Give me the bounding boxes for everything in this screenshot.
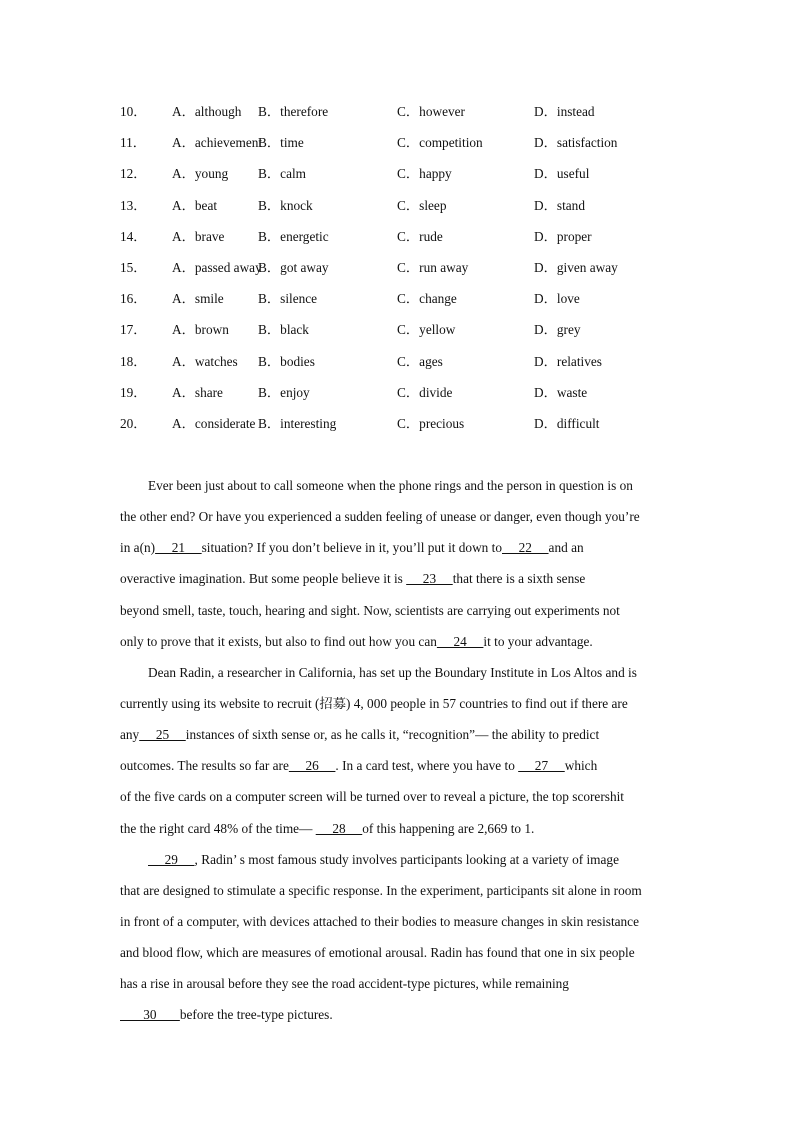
passage-line (120, 506, 680, 537)
option-c[interactable]: C．sleep (397, 197, 447, 213)
option-row (120, 132, 680, 163)
passage-line (120, 942, 680, 973)
passage-line (120, 568, 680, 599)
passage-text: and blood flow, which are measures of emotional arousal. Radin has found that one in six people (120, 945, 635, 961)
passage-text: beyond smell, taste, touch, hearing and sight. Now, scientists are carrying out experiments not (120, 602, 620, 618)
option-b[interactable]: B．time (258, 135, 304, 151)
passage-text: overactive imagination. But some people believe it is (120, 571, 407, 587)
option-b[interactable]: B．bodies (258, 353, 315, 369)
option-b[interactable]: B．therefore (258, 104, 329, 119)
option-row (120, 288, 680, 319)
option-a[interactable]: A．although (172, 104, 242, 119)
option-d[interactable]: D．given away (534, 259, 618, 275)
option-row (120, 101, 680, 132)
passage-text: of this happening are 2,669 to 1. (362, 820, 535, 836)
option-row (120, 351, 680, 382)
option-d[interactable]: D．grey (534, 322, 581, 338)
question-number: 19． (120, 384, 147, 400)
blank-21[interactable]: 21 (155, 540, 202, 556)
passage-text: the other end? Or have you experienced a sudden feeling of unease or danger, even though you’re (120, 509, 640, 525)
question-number: 15． (120, 259, 147, 275)
passage-text: it to your advantage. (483, 633, 593, 649)
passage-text: outcomes. The results so far are (120, 758, 289, 774)
option-row (120, 226, 680, 257)
option-a[interactable]: A．beat (172, 197, 218, 213)
passage-text: has a rise in arousal before they see the road accident-type pictures, while remaining (120, 976, 569, 992)
passage-line (120, 631, 680, 662)
option-d[interactable]: D．satisfaction (534, 135, 618, 151)
option-a[interactable]: A．achievement (172, 135, 263, 151)
option-b[interactable]: B．black (258, 322, 309, 338)
passage-text: and an (548, 540, 584, 556)
passage-line (120, 911, 680, 942)
passage-text: . In a card test, where you have to (335, 758, 519, 774)
options-list (120, 101, 680, 444)
question-number: 13． (120, 197, 147, 213)
question-number: 10． (120, 104, 147, 119)
option-b[interactable]: B．calm (258, 166, 307, 182)
passage-text: Dean Radin, a researcher in California, has set up the Boundary Institute in Los Altos and is (148, 664, 637, 680)
question-number: 20． (120, 415, 147, 431)
passage-text: before the tree-type pictures. (179, 1007, 333, 1023)
option-a[interactable]: A．brown (172, 322, 229, 338)
passage-text: that are designed to stimulate a specific response. In the experiment, participants sit alone in room (120, 882, 642, 898)
passage-line (120, 880, 680, 911)
passage-line (120, 755, 680, 786)
blank-28[interactable]: 28 (315, 820, 363, 836)
blank-24[interactable]: 24 (436, 633, 484, 649)
option-d[interactable]: D．stand (534, 197, 585, 213)
blank-26[interactable]: 26 (288, 758, 336, 774)
option-c[interactable]: C．happy (397, 166, 452, 182)
option-c[interactable]: C．divide (397, 384, 453, 400)
option-c[interactable]: C．competition (397, 135, 483, 151)
blank-22[interactable]: 22 (502, 540, 549, 556)
option-a[interactable]: A．smile (172, 291, 224, 307)
option-d[interactable]: D．proper (534, 228, 592, 244)
option-c[interactable]: C．yellow (397, 322, 456, 338)
option-d[interactable]: D．instead (534, 104, 595, 119)
option-c[interactable]: C．rude (397, 228, 443, 244)
passage-line (120, 786, 680, 817)
blank-25[interactable]: 25 (139, 727, 186, 743)
passage-line (120, 475, 680, 506)
passage-line (120, 724, 680, 755)
option-row (120, 257, 680, 288)
option-b[interactable]: B．got away (258, 259, 329, 275)
option-b[interactable]: B．silence (258, 291, 318, 307)
passage-text: situation? If you don’t believe in it, you’ll put it down to (201, 540, 502, 556)
option-c[interactable]: C．ages (397, 353, 443, 369)
blank-29[interactable]: 29 (148, 851, 195, 867)
passage-text: in front of a computer, with devices attached to their bodies to measure changes in skin resistance (120, 913, 639, 929)
question-number: 18． (120, 353, 147, 369)
option-c[interactable]: C．precious (397, 415, 465, 431)
question-number: 11． (120, 135, 147, 151)
question-number: 14． (120, 228, 147, 244)
passage-text: that there is a sixth sense (452, 571, 586, 587)
question-number: 12． (120, 166, 147, 182)
passage-line (120, 537, 680, 568)
option-a[interactable]: A．watches (172, 353, 238, 369)
option-b[interactable]: B．energetic (258, 228, 329, 244)
option-a[interactable]: A．passed away (172, 259, 262, 275)
passage-line (120, 662, 680, 693)
option-a[interactable]: A．brave (172, 228, 225, 244)
option-row (120, 382, 680, 413)
option-a[interactable]: A．share (172, 384, 223, 400)
passage-text: instances of sixth sense or, as he calls it, “recognition”— the ability to predict (185, 727, 600, 743)
option-row (120, 413, 680, 444)
passage-text: currently using its website to recruit (招募) 4, 000 people in 57 countries to find out if there are (120, 695, 628, 711)
question-number: 16． (120, 291, 147, 307)
option-d[interactable]: D．relatives (534, 353, 602, 369)
passage-text: any (120, 727, 140, 743)
blank-27[interactable]: 27 (518, 758, 565, 774)
passage-line (120, 973, 680, 1004)
passage-text: , Radin’ s most famous study involves participants looking at a variety of image (194, 851, 619, 867)
passage-line (120, 600, 680, 631)
option-row (120, 195, 680, 226)
option-d[interactable]: D．useful (534, 166, 590, 182)
option-b[interactable]: B．enjoy (258, 384, 310, 400)
option-c[interactable]: C．change (397, 291, 457, 307)
passage-text: the the right card 48% of the time— (120, 820, 316, 836)
option-row (120, 319, 680, 350)
passage-line (120, 693, 680, 724)
option-c[interactable]: C．run away (397, 259, 469, 275)
option-a[interactable]: A．considerate (172, 415, 256, 431)
passage-text: in a(n) (120, 540, 156, 556)
passage-line (120, 849, 680, 880)
passage-line (120, 818, 680, 849)
option-d[interactable]: D．difficult (534, 415, 600, 431)
option-row (120, 163, 680, 194)
question-number: 17． (120, 322, 147, 338)
passage-text: which (564, 758, 598, 774)
option-b[interactable]: B．interesting (258, 415, 337, 431)
blank-30[interactable]: 30 (120, 1007, 180, 1023)
passage-text: only to prove that it exists, but also to find out how you can (120, 633, 437, 649)
option-d[interactable]: D．waste (534, 384, 588, 400)
cloze-passage (120, 475, 680, 1036)
passage-text: Ever been just about to call someone when the phone rings and the person in question is on (148, 478, 633, 493)
passage-text: of the five cards on a computer screen will be turned over to reveal a picture, the top scorershit (120, 789, 624, 805)
option-c[interactable]: C．however (397, 104, 465, 119)
blank-23[interactable]: 23 (406, 571, 453, 587)
option-a[interactable]: A．young (172, 166, 229, 182)
passage-line (120, 1004, 680, 1035)
option-d[interactable]: D．love (534, 291, 580, 307)
option-b[interactable]: B．knock (258, 197, 313, 213)
